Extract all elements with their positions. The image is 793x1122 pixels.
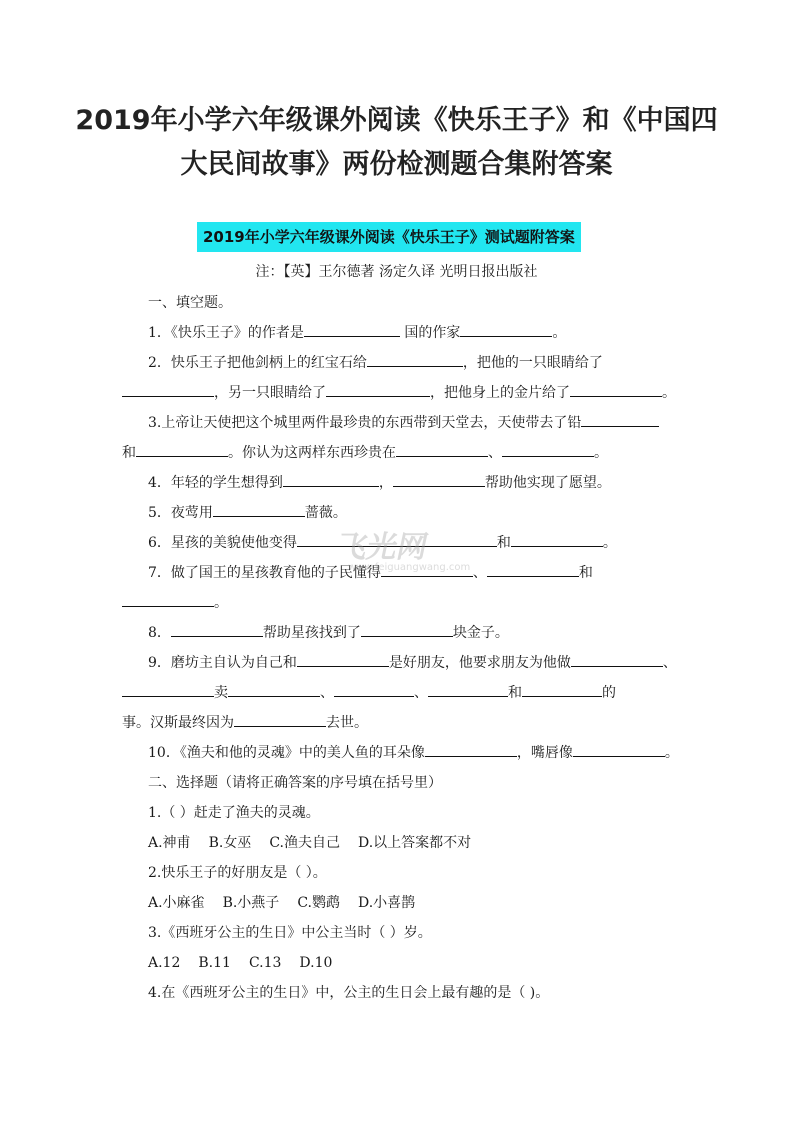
option[interactable]: A.神甫: [148, 835, 191, 851]
q5-text-b: 蔷薇。: [304, 505, 347, 521]
q9-text-f: 、: [414, 685, 428, 701]
q9-text-b: 是好朋友，他要求朋友为他做: [388, 655, 571, 671]
mc-question-2: 2.快乐王子的好朋友是（ ）。: [148, 865, 327, 881]
q9-text-j: 去世。: [326, 715, 368, 731]
book-note: 注：【英】王尔德著 汤定久译 光明日报出版社: [255, 264, 538, 280]
q7-text-b: 、: [472, 565, 487, 581]
blank[interactable]: [122, 592, 214, 607]
option[interactable]: B.小燕子: [222, 895, 280, 911]
blank[interactable]: [487, 562, 579, 577]
mc-options-3: [148, 952, 350, 974]
option[interactable]: B.女巫: [208, 835, 252, 851]
q1-text-b: 国的作家: [404, 325, 461, 341]
watermark-logo: [333, 522, 478, 582]
option[interactable]: B.11: [198, 955, 231, 971]
q3-text-c: 。你认为这两样东西珍贵在: [228, 445, 396, 461]
option[interactable]: D.以上答案都不对: [357, 835, 472, 851]
q4-text-c: 帮助他实现了愿望。: [484, 475, 611, 491]
question-3-line2: [122, 442, 608, 464]
blank[interactable]: [122, 682, 214, 697]
option[interactable]: A.12: [148, 955, 181, 971]
q8-text-a: 8．: [148, 625, 171, 641]
q7-text-c: 和: [578, 565, 593, 581]
blank[interactable]: [573, 742, 665, 757]
blank[interactable]: [522, 682, 602, 697]
blank[interactable]: [283, 472, 379, 487]
q6-text-b: 和: [496, 535, 511, 551]
question-2-line2: [122, 382, 676, 404]
question-8: [148, 622, 509, 644]
q2-text-c: ，另一只眼睛给了: [214, 385, 326, 401]
mc-question-4: 4.在《西班牙公主的生日》中，公主的生日会上最有趣的是（ )。: [148, 985, 550, 1001]
blank[interactable]: [334, 682, 414, 697]
section2-heading: 二、选择题（请将正确答案的序号填在括号里）: [148, 775, 442, 791]
q2-text-a: 2．快乐王子把他剑柄上的红宝石给: [148, 355, 367, 371]
question-7-line2: [122, 592, 228, 614]
question-3-line1: [148, 412, 659, 434]
q8-text-c: 块金子。: [452, 625, 509, 641]
q9-text-e: 、: [320, 685, 334, 701]
q4-text-a: 4．年轻的学生想得到: [148, 475, 283, 491]
blank[interactable]: [511, 532, 603, 547]
blank[interactable]: [502, 442, 594, 457]
q10-text-a: 10．《渔夫和他的灵魂》中的美人鱼的耳朵像: [148, 745, 425, 761]
mc-question-1: 1.（ ）赶走了渔夫的灵魂。: [148, 805, 320, 821]
blank[interactable]: [213, 502, 305, 517]
section-subtitle: 2019年小学六年级课外阅读《快乐王子》测试题附答案: [197, 222, 581, 252]
q3-text-b: 和: [122, 445, 136, 461]
q10-text-b: ，嘴唇像: [516, 745, 573, 761]
mc-question-3: 3.《西班牙公主的生日》中公主当时（ ）岁。: [148, 925, 432, 941]
question-9-line2: [122, 682, 616, 704]
q9-text-d: 卖: [214, 685, 228, 701]
q1-text-c: 。: [552, 325, 567, 341]
question-4: [148, 472, 611, 494]
watermark-url: www.feiguangwang.com: [348, 562, 471, 573]
blank[interactable]: [234, 712, 326, 727]
option[interactable]: C.渔夫自己: [269, 835, 340, 851]
q9-text-h: 的: [602, 685, 616, 701]
doc-title-line1: 2019年小学六年级课外阅读《快乐王子》和《中国四: [75, 105, 718, 136]
blank[interactable]: [361, 622, 453, 637]
mc-options-1: [148, 832, 489, 854]
doc-title-line2: 大民间故事》两份检测题合集附答案: [180, 149, 613, 180]
watermark-text: 飞光网: [333, 530, 431, 565]
blank[interactable]: [428, 682, 508, 697]
q2-text-b: ，把他的一只眼睛给了: [462, 355, 603, 371]
q4-text-b: ，: [378, 475, 393, 491]
q5-text-a: 5．夜莺用: [148, 505, 213, 521]
blank[interactable]: [136, 442, 228, 457]
q8-text-b: 帮助星孩找到了: [262, 625, 361, 641]
blank[interactable]: [393, 472, 485, 487]
section1-heading: 一、填空题。: [148, 295, 232, 311]
question-1: [148, 322, 566, 344]
q6-text-a: 6．星孩的美貌使他变得: [148, 535, 297, 551]
question-5: [148, 502, 347, 524]
blank[interactable]: [581, 412, 659, 427]
q3-text-e: 。: [594, 445, 608, 461]
question-9-line1: [148, 652, 677, 674]
question-9-line3: [122, 712, 368, 734]
blank[interactable]: [326, 382, 430, 397]
option[interactable]: A.小麻雀: [148, 895, 205, 911]
q10-text-c: 。: [664, 745, 679, 761]
mc-options-2: [148, 892, 433, 914]
question-2-line1: [148, 352, 603, 374]
q9-text-c: 、: [662, 655, 677, 671]
q3-text-d: 、: [488, 445, 502, 461]
option[interactable]: C.鹦鹉: [297, 895, 340, 911]
q1-text-a: 1．《快乐王子》的作者是: [148, 325, 304, 341]
q3-text-a: 3.上帝让天使把这个城里两件最珍贵的东西带到天堂去，天使带去了铅: [148, 415, 582, 431]
q6-text-c: 。: [602, 535, 617, 551]
blank[interactable]: [570, 382, 662, 397]
option[interactable]: D.10: [299, 955, 333, 971]
option[interactable]: C.13: [248, 955, 282, 971]
q9-text-i: 事。汉斯最终因为: [122, 715, 234, 731]
q9-text-g: 和: [508, 685, 522, 701]
blank[interactable]: [171, 622, 263, 637]
blank[interactable]: [297, 652, 389, 667]
q2-text-e: 。: [662, 385, 676, 401]
q7-text-d: 。: [214, 595, 228, 611]
q7-text-a: 7．做了国王的星孩教育他的子民懂得: [148, 565, 381, 581]
question-10: [148, 742, 679, 764]
blank[interactable]: [228, 682, 320, 697]
blank[interactable]: [425, 742, 517, 757]
blank[interactable]: [367, 352, 463, 367]
q2-text-d: ，把他身上的金片给了: [430, 385, 570, 401]
blank[interactable]: [460, 322, 552, 337]
blank[interactable]: [122, 382, 214, 397]
blank[interactable]: [304, 322, 400, 337]
blank[interactable]: [396, 442, 488, 457]
option[interactable]: D.小喜鹊: [357, 895, 416, 911]
q9-text-a: 9．磨坊主自认为自己和: [148, 655, 297, 671]
blank[interactable]: [571, 652, 663, 667]
